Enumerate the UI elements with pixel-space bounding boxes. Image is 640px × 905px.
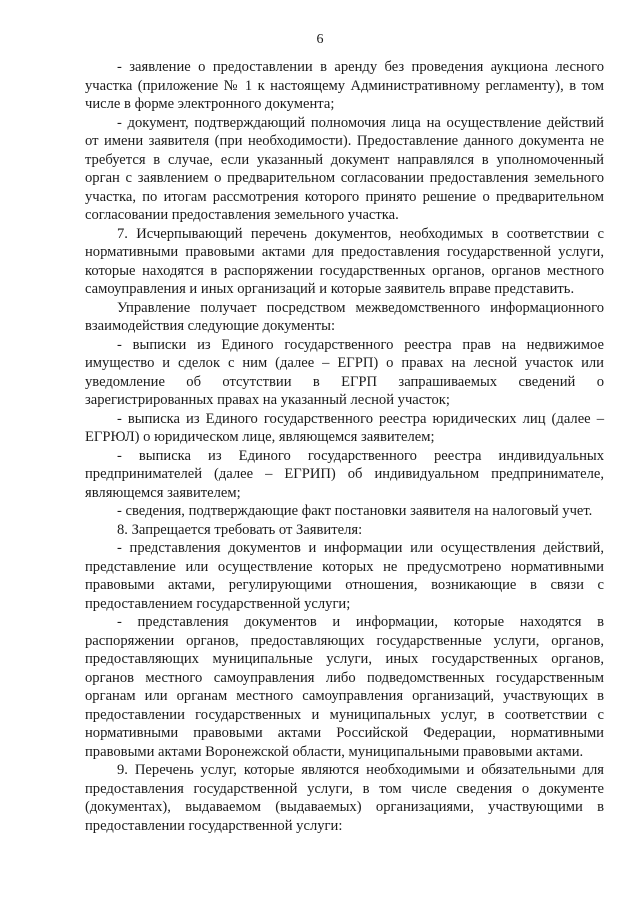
paragraph-egrul-extract-item: - выписка из Единого государственного реестра юридических лиц (далее – ЕГРЮЛ) о юридическом лице, являющемся заявителем; (85, 410, 604, 445)
paragraph-egrip-extract-item: - выписка из Единого государственного реестра индивидуальных предпринимателей (далее – ЕГРИП) об индивидуальном предпринимателе, являющемся заявителем; (85, 447, 604, 501)
paragraph-section-8: 8. Запрещается требовать от Заявителя: (117, 521, 363, 538)
paragraph-tax-registration-item: - сведения, подтверждающие факт постановки заявителя на налоговый учет. (117, 503, 593, 519)
document-body (85, 58, 604, 835)
paragraph-interagency-intro: Управление получает посредством межведомственного информационного взаимодействия следующие документы: (85, 299, 604, 334)
paragraph-egrp-extract-item: - выписки из Единого государственного реестра прав на недвижимое имущество и сделок с ним (далее – ЕГРП) о правах на лесной участок или уведомление об отсутствии в ЕГРП запрашиваемых сведений о зарегистрированных правах на указанный лесной участок; (85, 336, 604, 408)
paragraph-section-9: 9. Перечень услуг, которые являются необходимыми и обязательными для предоставления государственной услуги, в том числе сведения о документе (документах), выдаваемом (выдаваемых) организациями, участвующими в предоставлении государственной услуги: (85, 762, 604, 834)
paragraph-prohibition-item-1: - представления документов и информации или осуществления действий, представление или осуществление которых не предусмотрено нормативными правовыми актами, регулирующими отношения, возникающие в связи с предоставлением государственной услуги; (85, 540, 604, 612)
paragraph-application-item: - заявление о предоставлении в аренду без проведения аукциона лесного участка (приложение № 1 к настоящему Административному регламенту), в том числе в форме электронного документа; (85, 59, 604, 112)
paragraph-authority-document-item: - документ, подтверждающий полномочия лица на осуществление действий от имени заявителя (при необходимости). Предоставление данного документа не требуется в случае, если указанный документ направлялся в уполномоченный орган с заявлением о предварительном согласовании предоставления земельного участка, по итогам рассмотрения которого принято решение о предварительном согласовании предоставления земельного участка. (85, 114, 604, 223)
page-number: 6 (316, 32, 324, 47)
paragraph-section-7: 7. Исчерпывающий перечень документов, необходимых в соответствии с нормативными правовыми актами для предоставления государственной услуги, которые находятся в распоряжении государственных органов, органов местного самоуправления и иных организаций и которые заявитель вправе представить. (85, 225, 604, 297)
paragraph-prohibition-item-2: - представления документов и информации, которые находятся в распоряжении органов, предоставляющих государственные услуги, органов, предоставляющих муниципальные услуги, иных государственных органов, органов местного самоуправления либо подведомственных государственным органам или органам местного самоуправления организаций, участвующих в предоставлении государственных и муниципальных услуг, в соответствии с нормативными правовыми актами Российской Федерации, нормативными правовыми актами Воронежской области, муниципальными правовыми актами. (85, 614, 604, 760)
